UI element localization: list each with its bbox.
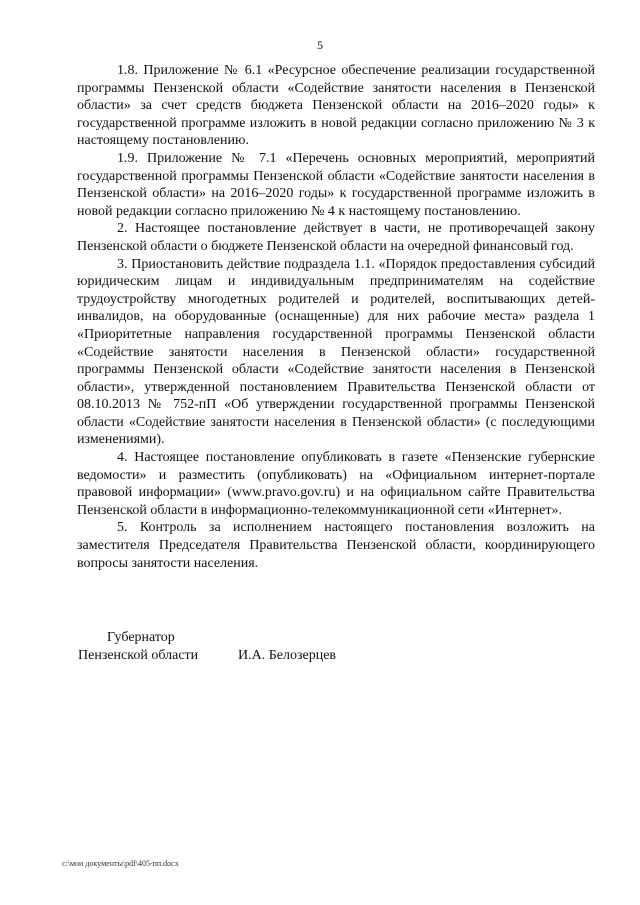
signature-region: Пензенской области — [78, 648, 199, 663]
paragraph-1-8: 1.8. Приложение № 6.1 «Ресурсное обеспечение реализации государственной программы Пензенской области «Содействие занятости населения в Пензенской области» за счет средств бюджета Пензенской области на 2016–2020 годы» к государственной программе изложить в новой редакции согласно приложению № 3 к настоящему постановлению. — [77, 63, 595, 149]
paragraph-3: 3. Приостановить действие подраздела 1.1. «Порядок предоставления субсидий юридическим лицам и индивидуальным предпринимателям на содействие трудоустройству многодетных родителей и родителей, воспитывающих детей-инвалидов, на оборудованные (оснащенные) для них рабочие места» раздела 1 «Приоритетные направления государственной программы Пензенской области «Содействие занятости населения в Пензенской области» государственной программы Пензенской области «Содействие занятости населения в Пензенской области», утвержденной постановлением Правительства Пензенской области от 08.10.2013 № 752-пП «Об утверждении государственной программы Пензенской области «Содействие занятости населения в Пензенской области» (с последующими изменениями). — [77, 256, 595, 448]
paragraph-2: 2. Настоящее постановление действует в части, не противоречащей закону Пензенской области о бюджете Пензенской области на очередной финансовый год. — [77, 221, 595, 254]
signature-name: И.А. Белозерцев — [238, 648, 337, 663]
signature-title: Губернатор — [107, 630, 175, 645]
page-number: 5 — [317, 38, 323, 52]
paragraph-4: 4. Настоящее постановление опубликовать в газете «Пензенские губернские ведомости» и разместить (опубликовать) на «Официальном интернет-портале правовой информации» (www.pravo.gov.ru) и на официальном сайте Правительства Пензенской области в информационно-телекоммуникационной сети «Интернет». — [77, 450, 595, 518]
document-body — [77, 62, 595, 572]
footer-file-path: c:\мои документы\pdf\405-пп.docx — [62, 859, 179, 868]
paragraph-1-9: 1.9. Приложение № 7.1 «Перечень основных мероприятий, мероприятий государственной программы Пензенской области «Содействие занятости населения в Пензенской области» на 2016–2020 годы» к государственной программе изложить в новой редакции согласно приложению № 4 к настоящему постановлению. — [77, 150, 595, 219]
paragraph-5: 5. Контроль за исполнением настоящего постановления возложить на заместителя Председателя Правительства Пензенской области, координирующего вопросы занятости населения. — [77, 520, 595, 571]
